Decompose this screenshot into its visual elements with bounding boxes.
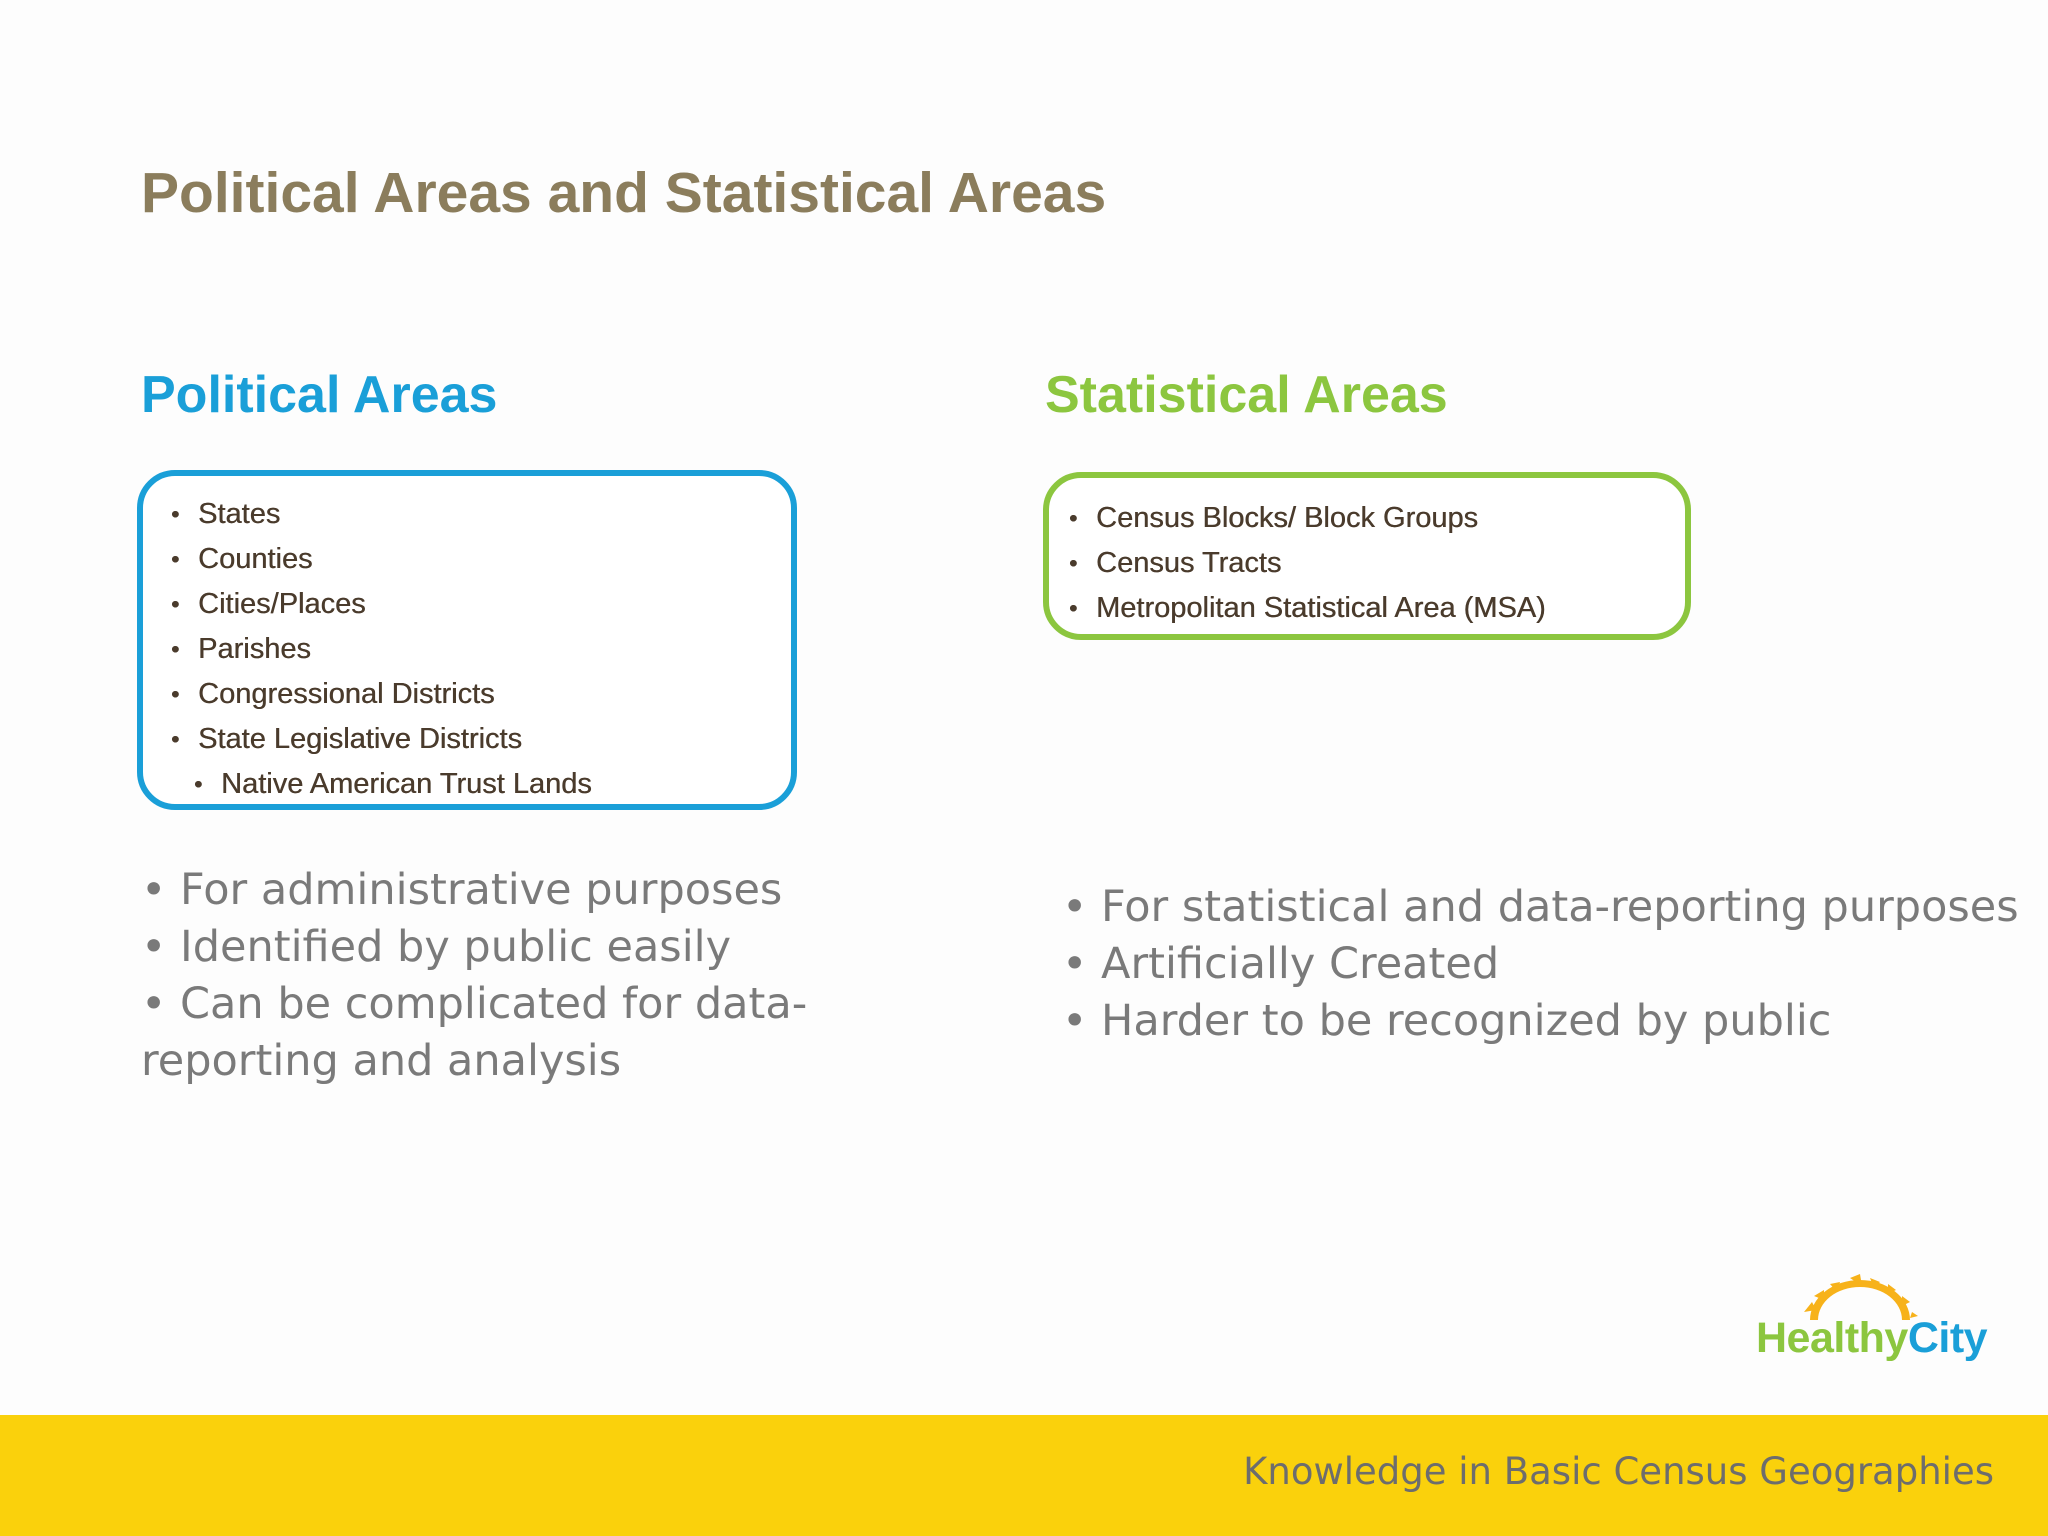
statistical-notes: [1062, 879, 2022, 1050]
political-areas-heading: Political Areas: [141, 366, 498, 424]
list-item: • Native American Trust Lands: [194, 762, 791, 807]
list-item: • State Legislative Districts: [171, 717, 791, 762]
political-areas-box: [137, 470, 797, 810]
footer-text: Knowledge in Basic Census Geographies: [1243, 1450, 1994, 1493]
note-item: • For statistical and data-reporting purposes: [1062, 882, 2019, 932]
political-areas-list: [143, 476, 791, 807]
note-item: • Identified by public easily: [141, 922, 732, 972]
note-item: • Harder to be recognized by public: [1062, 996, 1832, 1046]
logo-city-text: City: [1907, 1314, 1988, 1362]
statistical-areas-heading: Statistical Areas: [1045, 366, 1448, 424]
list-item: • Census Tracts: [1069, 541, 1685, 586]
footer-bar: [0, 1415, 2048, 1536]
list-item: • States: [171, 492, 791, 537]
political-notes: [141, 862, 1001, 1090]
statistical-areas-box: [1043, 472, 1691, 640]
list-item: • Congressional Districts: [171, 672, 791, 717]
healthycity-logo: [1750, 1272, 2000, 1372]
statistical-areas-list: [1049, 478, 1685, 631]
note-item: • Can be complicated for data-reporting and analysis: [141, 979, 808, 1086]
note-item: • For administrative purposes: [141, 865, 783, 915]
list-item: • Parishes: [171, 627, 791, 672]
logo-healthy-text: Healthy: [1756, 1314, 1908, 1362]
list-item: • Counties: [171, 537, 791, 582]
list-item: • Census Blocks/ Block Groups: [1069, 496, 1685, 541]
slide-title: Political Areas and Statistical Areas: [141, 161, 1107, 225]
note-item: • Artificially Created: [1062, 939, 1500, 989]
list-item: • Metropolitan Statistical Area (MSA): [1069, 586, 1685, 631]
logo-wordmark: [1756, 1314, 1987, 1363]
list-item: • Cities/Places: [171, 582, 791, 627]
